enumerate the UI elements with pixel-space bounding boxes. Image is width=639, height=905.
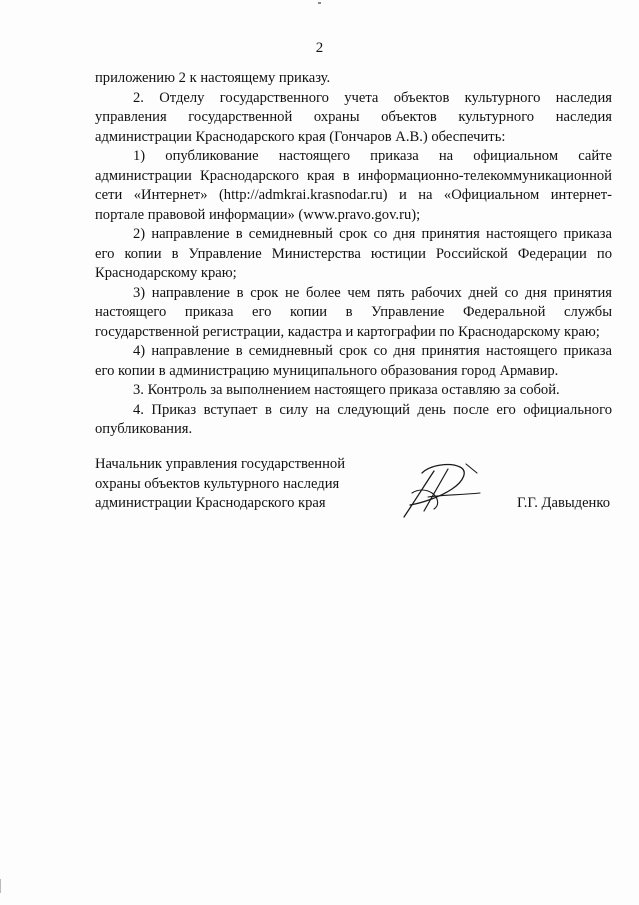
scan-edge-artifact <box>0 879 1 893</box>
signer-name: Г.Г. Давыденко <box>516 495 610 511</box>
paragraph-item-4: 4. Приказ вступает в силу на следующий день после его официального опубликования. <box>95 401 612 437</box>
paragraph-subitem-4: 4) направление в семидневный срок со дня принятия настоящего приказа его копии в администрацию муниципального образования город Армавир. <box>95 343 612 379</box>
paragraph-subitem-3: 3) направление в срок не более чем пять рабочих дней со дня принятия настоящего приказа его копии в Управление Федеральной службы государственной регистрации, кадастра и картографии по Краснодарскому краю; <box>95 284 612 340</box>
order-body <box>95 69 612 440</box>
signer-position-line: охраны объектов культурного наследия <box>95 475 340 492</box>
signer-position <box>95 455 365 514</box>
page-number: 2 <box>315 40 324 56</box>
handwritten-signature <box>382 459 487 521</box>
signer-position-line: администрации Краснодарского края <box>95 495 326 511</box>
scan-artifact <box>318 2 321 4</box>
paragraph-item-2: 2. Отделу государственного учета объектов культурного наследия управления государственной охраны объектов культурного наследия администрации Краснодарского края (Гончаров А.В.) обеспечить: <box>95 89 612 145</box>
paragraph-continuation: приложению 2 к настоящему приказу. <box>95 70 331 86</box>
paragraph-subitem-2: 2) направление в семидневный срок со дня принятия настоящего приказа его копии в Управление Министерства юстиции Российской Федерации по Краснодарскому краю; <box>95 226 612 281</box>
paragraph-subitem-1: 1) опубликование настоящего приказа на официальном сайте администрации Краснодарского края в информационно-телекоммуникационной сети «Интернет» (http://admkrai.krasnodar.ru) и на «Официальном интернет-портале правовой информации» (www.pravo.gov.ru); <box>95 148 612 223</box>
signature-block <box>95 455 612 525</box>
paragraph-item-3: 3. Контроль за выполнением настоящего приказа оставляю за собой. <box>133 382 560 398</box>
signer-position-line: Начальник управления государственной <box>95 456 346 472</box>
